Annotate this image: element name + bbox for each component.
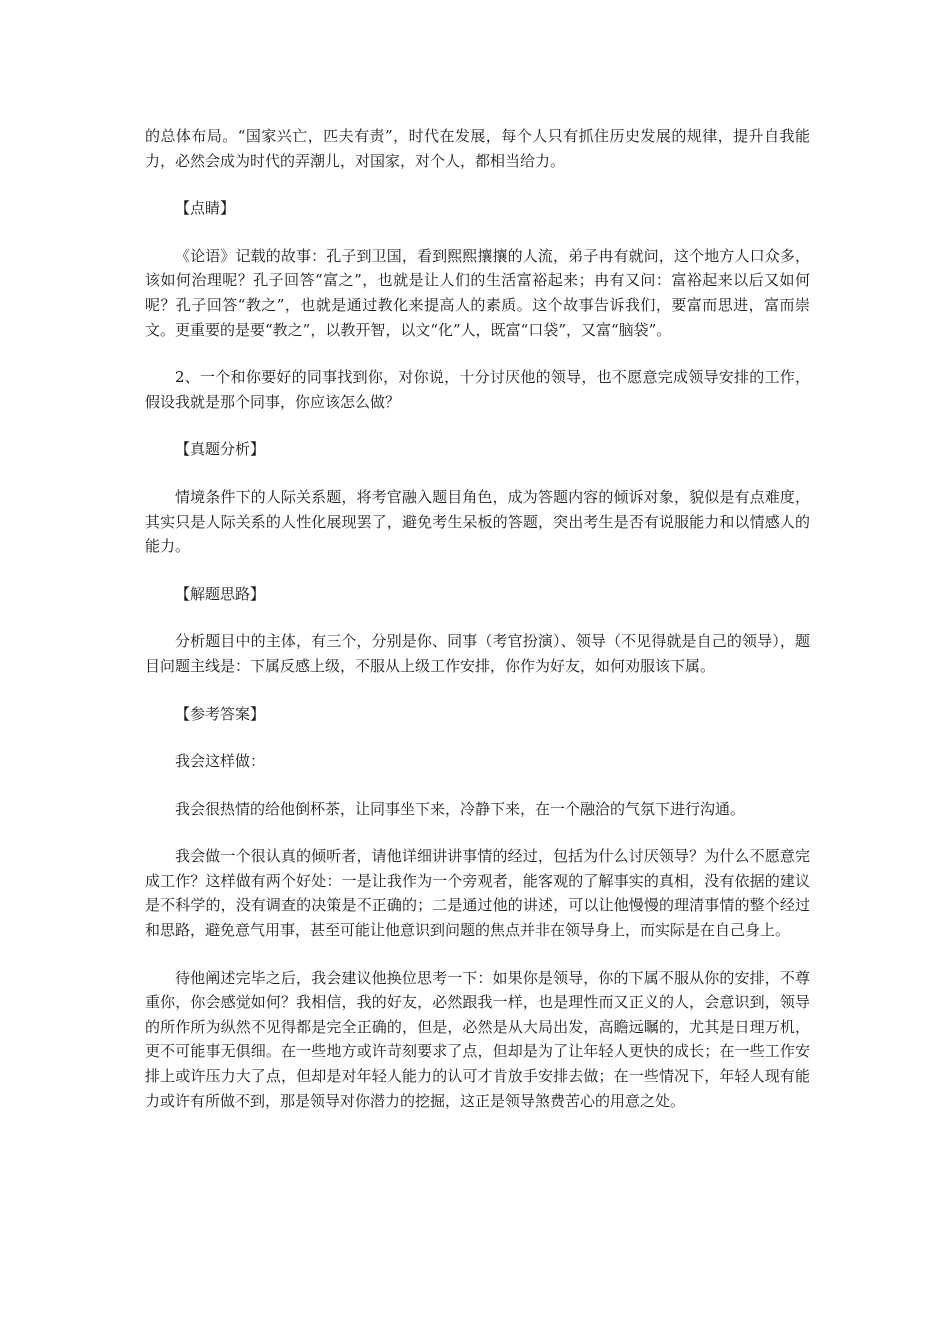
paragraph-answer-1: 我会很热情的给他倒杯茶，让同事坐下来，冷静下来，在一个融洽的气氛下进行沟通。	[175, 799, 746, 818]
paragraph-analysis: 情境条件下的人际关系题，将考官融入题目角色，成为答题内容的倾诉对象，貌似是有点难度，其实只是人际关系的人性化展现罢了，避免考生呆板的答题，突出考生是否有说服能力和以情感人的能力。	[145, 487, 810, 556]
heading-analysis: 【真题分析】	[175, 440, 266, 459]
paragraph-lunyu-story: 《论语》记载的故事：孔子到卫国，看到熙熙攘攘的人流，弟子冉有就问，这个地方人口众多，该如何治理呢？孔子回答“富之”，也就是让人们的生活富裕起来；冉有又问：富裕起来以后又如何呢？孔子回答“教之”，也就是通过教化来提高人的素质。这个故事告诉我们，要富而思进，富而崇文。更重要的是要“教之”，以教开智，以文“化”人，既富“口袋”，又富“脑袋”。	[145, 246, 810, 339]
paragraph-approach: 分析题目中的主体，有三个，分别是你、同事（考官扮演）、领导（不见得就是自己的领导），题目问题主线是：下属反感上级，不服从上级工作安排，你作为好友，如何劝服该下属。	[145, 632, 810, 675]
document-body	[145, 124, 810, 1136]
paragraph-answer-3: 待他阐述完毕之后，我会建议他换位思考一下：如果你是领导，你的下属不服从你的安排，不尊重你，你会感觉如何？我相信，我的好友，必然跟我一样，也是理性而又正义的人，会意识到，领导的所作所为纵然不见得都是完全正确的，但是，必然是从大局出发，高瞻远瞩的，尤其是日理万机，更不可能事无俱细。在一些地方或许苛刻要求了点，但却是为了让年轻人更快的成长；在一些工作安排上或许压力大了点，但却是对年轻人能力的认可才肯放手安排去做；在一些情况下，年轻人现有能力或许有所做不到，那是领导对你潜力的挖掘，这正是领导煞费苦心的用意之处。	[145, 968, 810, 1110]
question-2: 2、一个和你要好的同事找到你，对你说，十分讨厌他的领导，也不愿意完成领导安排的工作，假设我就是那个同事，你应该怎么做？	[145, 368, 810, 411]
heading-reference-answer: 【参考答案】	[175, 704, 266, 723]
paragraph-intro: 的总体布局。“国家兴亡，匹夫有责”，时代在发展，每个人只有抓住历史发展的规律，提升自我能力，必然会成为时代的弄潮儿，对国家，对个人，都相当给力。	[145, 127, 810, 170]
paragraph-answer-intro: 我会这样做：	[175, 752, 266, 771]
heading-dianjing: 【点睛】	[175, 199, 236, 218]
heading-approach: 【解题思路】	[175, 584, 266, 603]
paragraph-answer-2: 我会做一个很认真的倾听者，请他详细讲讲事情的经过，包括为什么讨厌领导？为什么不愿意完成工作？这样做有两个好处：一是让我作为一个旁观者，能客观的了解事实的真相，没有依据的建议是不科学的，没有调查的决策是不正确的；二是通过他的讲述，可以让他慢慢的理清事情的整个经过和思路，避免意气用事，甚至可能让他意识到问题的焦点并非在领导身上，而实际是在自己身上。	[145, 847, 810, 940]
